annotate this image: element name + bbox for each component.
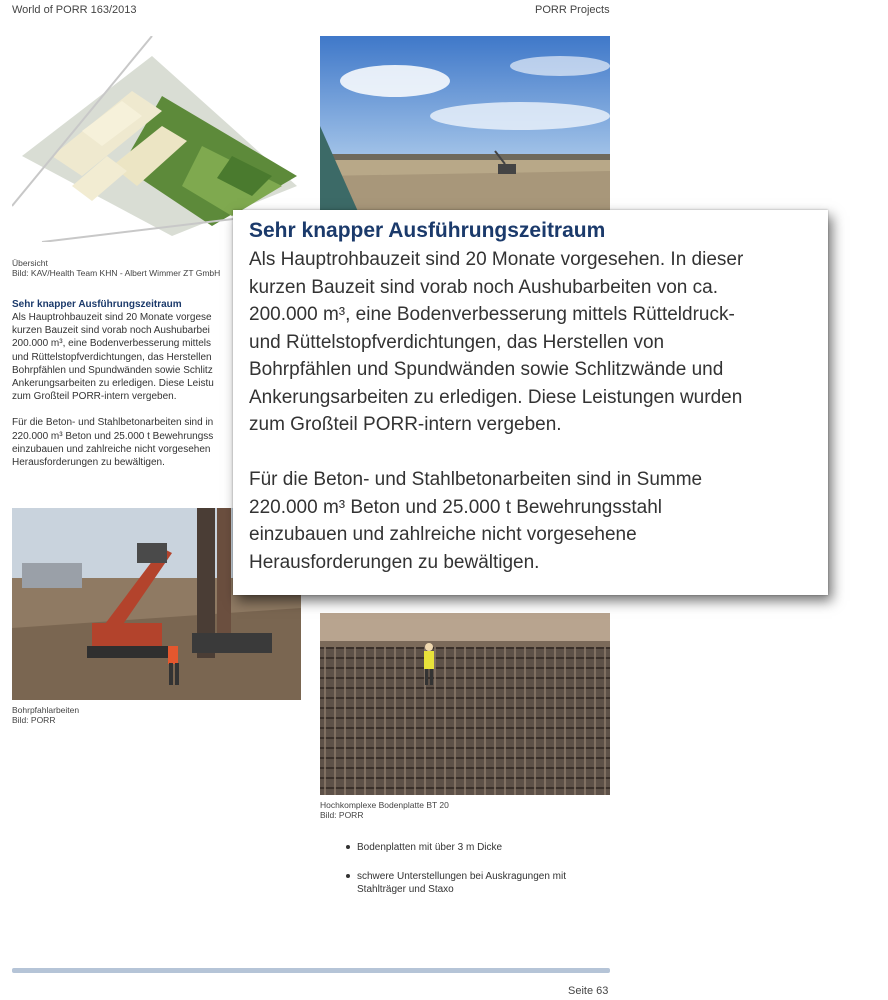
text-line: Als Hauptrohbauzeit sind 20 Monate vorgese [12, 312, 212, 323]
text-line: Für die Beton- und Stahlbetonarbeiten sind in [12, 417, 214, 429]
overview-caption [12, 258, 220, 278]
callout-line: zum Großteil PORR-intern vergeben. [249, 414, 562, 435]
section-title: PORR Projects [535, 4, 610, 16]
callout-line: Für die Beton- und Stahlbetonarbeiten sind in Summe [249, 469, 703, 490]
list-item-text: Bodenplatten mit über 3 m Dicke [357, 842, 503, 853]
zoom-callout [233, 210, 828, 595]
caption-title: Übersicht [12, 258, 48, 268]
callout-line: 220.000 m³ Beton und 25.000 t Bewehrungsstahl [249, 496, 663, 518]
excavation-site-photo [320, 36, 610, 216]
publication-title: World of PORR 163/2013 [12, 4, 137, 16]
text-line: 200.000 m³, eine Bodenverbesserung mittels [12, 338, 212, 350]
caption-credit: Bild: PORR [320, 810, 364, 820]
footer-rule [12, 968, 610, 973]
callout-line: Herausforderungen zu bewältigen. [249, 551, 540, 573]
text-line: kurzen Bauzeit sind vorab noch Aushubarbei [12, 325, 210, 337]
list-item-text: schwere Unterstellungen bei Auskragungen mit [357, 871, 567, 882]
caption-credit: Bild: KAV/Health Team KHN - Albert Wimmer ZT GmbH [12, 268, 221, 278]
text-line: 220.000 m³ Beton und 25.000 t Bewehrungss [12, 430, 214, 442]
section-heading: Sehr knapper Ausführungszeitraum [12, 299, 182, 310]
text-line: und Rüttelstopfverdichtungen, das Herstellen [12, 351, 212, 363]
callout-line: kurzen Bauzeit sind vorab noch Aushubarbeiten von ca. [249, 276, 718, 298]
callout-line: Ankerungsarbeiten zu erledigen. Diese Leistungen wurden [249, 386, 743, 408]
callout-line: einzubauen und zahlreiche nicht vorgesehene [249, 524, 637, 545]
callout-line: 200.000 m³, eine Bodenverbesserung mittels Rütteldruck- [249, 304, 735, 325]
bullet-list [344, 841, 566, 912]
drilling-caption [12, 705, 79, 725]
page-number: Seite 63 [568, 985, 609, 997]
callout-line: Als Hauptrohbauzeit sind 20 Monate vorgesehen. In dieser [249, 249, 744, 270]
text-line: Ankerungsarbeiten zu erledigen. Diese Leistu [12, 378, 214, 390]
text-line: Herausforderungen zu bewältigen. [12, 457, 165, 469]
callout-line: Bohrpfählen und Spundwänden sowie Schlitzwände und [249, 359, 724, 380]
slab-caption [320, 800, 449, 820]
caption-credit: Bild: PORR [12, 715, 56, 725]
text-line: zum Großteil PORR-intern vergeben. [12, 391, 177, 403]
callout-line: und Rüttelstopfverdichtungen, das Herstellen von [249, 331, 665, 353]
article-column [12, 298, 234, 469]
caption-title: Bohrpfahlarbeiten [12, 705, 80, 715]
list-item [344, 841, 566, 854]
caption-title: Hochkomplexe Bodenplatte BT 20 [320, 800, 449, 810]
reinforcement-slab-photo [320, 613, 610, 795]
callout-heading: Sehr knapper Ausführungszeitraum [249, 219, 606, 242]
list-item-text: Stahlträger und Staxo [357, 884, 454, 895]
text-line: Bohrpfählen und Spundwänden sowie Schlitz [12, 364, 213, 376]
list-item [344, 870, 566, 896]
text-line: einzubauen und zahlreiche nicht vorgesehen [12, 443, 211, 455]
